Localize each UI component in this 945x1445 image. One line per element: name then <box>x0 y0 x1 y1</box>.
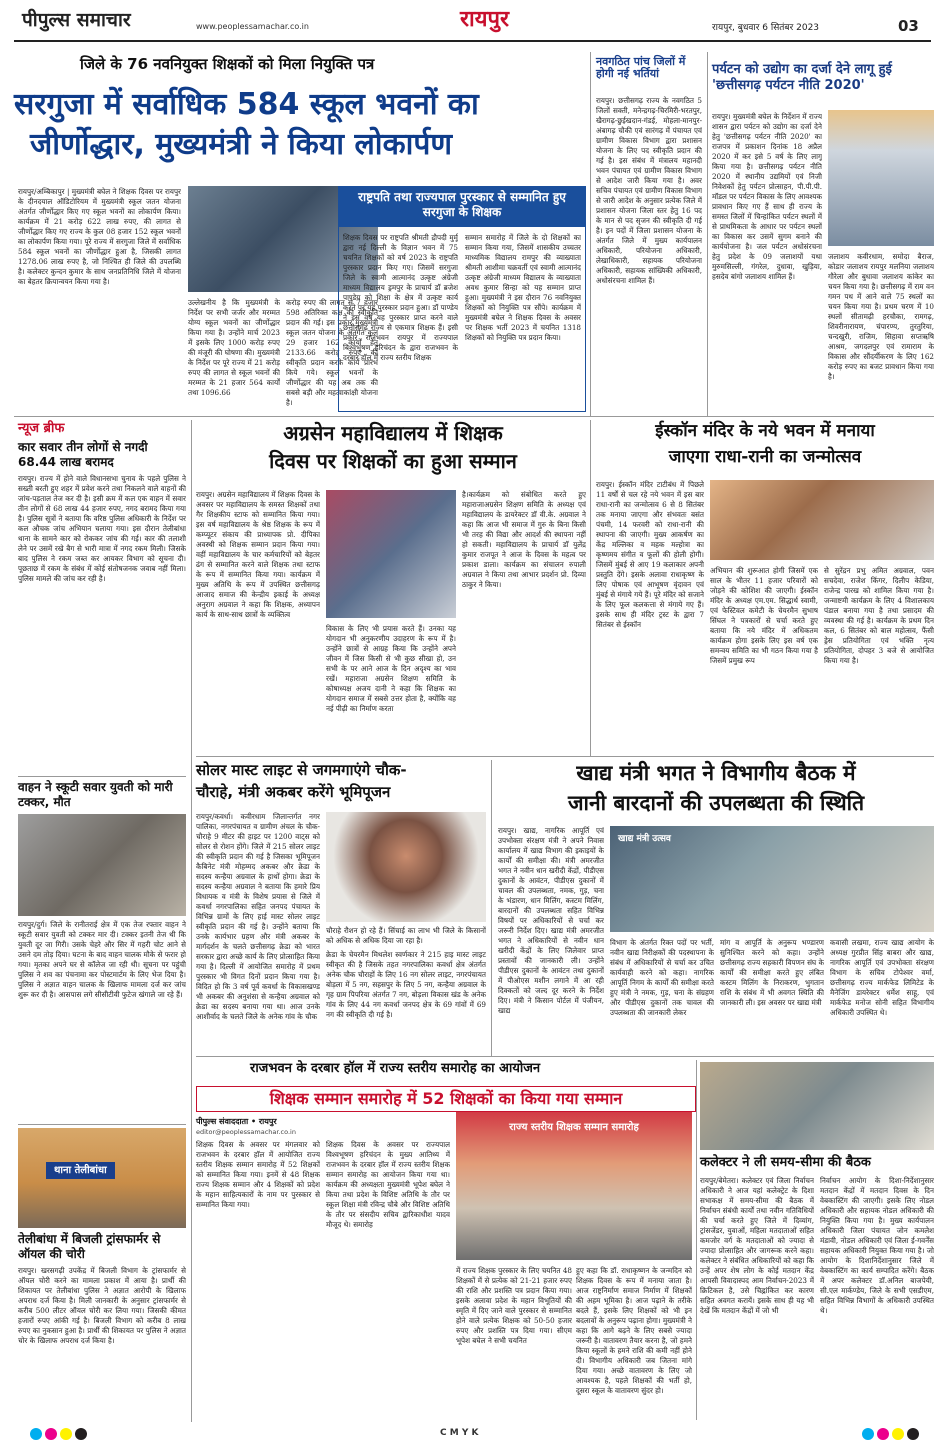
collector-headline: कलेक्टर ने ली समय-सीमा की बैठक <box>700 1155 871 1170</box>
cmyk-label: C M Y K <box>440 1428 479 1438</box>
brief-photo-police-station <box>18 1128 186 1228</box>
lead-col1: रायपुर/अम्बिकापुर | मुख्यमंत्री बघेल ने शिक्षक दिवस पर रायपुर के दीनदयाल ऑडिटोरियम में मुख्यमंत्री स्कूल जतन योजना अंतर्गत जीर्णोद्धार किए गए स्कूल भवनों का लोकार्पण किया। कार्यक्रम में 21 करोड़ 622 लाख रुपए, की लागत से जीर्णोद्धार किए गए राज्य के कुल 08 हजार 152 स्कूल भवनों का लोकार्पण किया गया। पूरे राज्य में सरगुजा जिले में सर्वाधिक 584 स्कूल भवनों का जीर्णोद्धार हुआ है, जिसकी लागत 1278.06 लाख रुपए है, जो निश्चित ही जिले की उपलब्धि है। कलेक्टर कुन्दन कुमार के साथ जनप्रतिनिधि जिले में योजना का बेहतर क्रियान्वयन किया गया है। <box>18 187 181 286</box>
rajbhavan-divider <box>696 1060 697 1420</box>
food-col3: मांग व आपूर्ति के अनुरूप भण्डारण सुनिश्चित करने को कहा। उन्होंने छत्तीसगढ़ राज्य सहकारी विपणन संघ के कार्यों की समीक्षा करते हुए लंबित कस्टम मिलिंग के निराकरण, भुगतान राशि के संबंध में भी अवगत स्थिति की जानकारी ली। इस अवसर पर खाद्य मंत्री <box>720 938 824 1007</box>
solar-divider <box>491 760 492 1056</box>
district-headline: नवगठित पांच जिलों में होगी नई भर्तियां <box>596 55 686 81</box>
tourism-photo-statue <box>828 110 934 246</box>
award-box-col2: सम्मान समारोह में जिले के दो शिक्षकों का सम्मान किया गया, जिसमें शासकीय उच्चतर माध्यमिक विद्यालय रामपुर की व्याख्याता श्रीमती आशीमा चक्रवर्ती एवं स्वामी आत्मानंद उत्कृष्ट अंग्रेजी माध्यम विद्यालय के व्याख्याता अवध कुमार सिन्हा को यह सम्मान प्राप्त हुआ। मुख्यमंत्री ने इस दौरान 76 नवनियुक्त शिक्षकों को नियुक्ति पत्र सौंपे। कार्यक्रम में मुख्यमंत्री बघेल ने शिक्षक दिवस के अवसर पर शिक्षक भर्ती 2023 में चयनित 1318 शिक्षकों को नियुक्ति पत्र प्रदान किया। <box>465 233 581 342</box>
lead-headline-1: सरगुजा में सर्वाधिक 584 स्कूल भवनों का <box>14 87 479 122</box>
brief-item2-body: रायपुर/दुर्ग। जिले के रानीतराई क्षेत्र में एक तेज रफ्तार वाहन ने स्कूटी सवार युवती को टक्कर मार दी। टक्कर इतनी तेज थी कि युवती दूर जा गिरी। उसके चेहरे और सिर में गहरी चोट आने से उसने दम तोड़ दिया। घटना के बाद वाहन चालक मौके से फरार हो गया। मृतका अपने घर से कॉलेज जा रही थी। सूचना पर पहुंची पुलिस ने शव का पंचनामा कर पोस्टमार्टम के लिए भेज दिया है। पुलिस ने अज्ञात वाहन चालक के खिलाफ मामला दर्ज कर जांच शुरू कर दी है। आसपास लगे सीसीटीवी फुटेज खंगाले जा रहे हैं। <box>18 920 186 999</box>
agrasen-col2: विकास के लिए भी प्रयास करते हैं। उनका यह योगदान भी अनुकरणीय उदाहरण के रूप में है। उन्होंने छात्रों से आग्रह किया कि उन्होंने अपने जीवन में जिस किसी से भी कुछ सीखा हो, उन सभी के पर आने आज के दिन अदृश्य का भाव रखें। महाराजा अग्रसेन शिक्षण समिति के कोषाध्यक्ष अजय दानी ने कहा कि शिक्षक का योगदान समाज में सबसे उत्तर होता है, क्योंकि वह नई पीढ़ी का निर्माण करता <box>326 624 456 713</box>
brief-photo-accident <box>18 814 186 916</box>
solar-photo-caption: चौराहे रौशन हो रहे हैं। सिंचाई का लाभ भी जिले के किसानों को अधिक से अधिक दिया जा रहा है। <box>326 926 486 945</box>
brief-item1-body: रायपुर। राज्य में होने वाले विधानसभा चुनाव के पहले पुलिस ने सख्ती बरती हुए शहर में प्रवेश करने तथा निकलने वाले वाहनों की जांच-पड़ताल तेज कर दी है। इसी क्रम में कल एक वाहन में सवार तीन लोगों से 68 लाख 44 हजार रुपए, नगद बरामद किया गया है। पुलिस सूत्रों ने बताया कि वरिष्ठ पुलिस अधिकारी के निर्देश पर कल औचक जांच अभियान चलाया गया। इस दौरान तेलीबांधा थाना के सामने कार को रोककर जांच की गई। कार की तलाशी लेने पर उसमें रखे बैग से भारी मात्रा में नगद रकम मिली। जिसके बाद पुलिस ने रकम जब्त कर आयकर विभाग को सूचना दी। पूछताछ में रकम के संबंध में कोई संतोषजनक जवाब नहीं मिला। पुलिस मामले की जांच कर रही है। <box>18 474 186 583</box>
brief-divider <box>191 420 192 1422</box>
dateline: रायपुर, बुधवार 6 सितंबर 2023 <box>712 23 820 33</box>
solar-col2: क्रेडा के चेयरमैन मिथलेश स्वर्णकार ने 215 हाइ मास्ट लाइट स्वीकृत की है जिसके तहत नगरपालिका कवर्धा क्षेत्र अंतर्गत अनेक चौक चौराहों के लिए 16 नग सोलर लाइट, नगरपंचायत बोड़ला में 5 नग, सहसपुर के लिए 5 नग, कन्हैया अग्रवाल के गृह ग्राम पिपरिया अंतर्गत 7 नग, बोड़ला विकास खंड के अनेक गांव के लिए 44 नग कवर्धा जनपद क्षेत्र के 69 गांवों में 69 नग की स्वीकृति दी गई है। <box>326 950 486 1019</box>
rajbhavan-col1: शिक्षक दिवस के अवसर पर मंगलवार को राजभवन के दरबार हॉल में आयोजित राज्य स्तरीय शिक्षक सम्मान समारोह में 52 शिक्षकों को सम्मानित किया गया। इनमें से 48 शिक्षक राज्य शिक्षक सम्मान और 4 शिक्षकों को प्रदेश के महान साहित्यकारों के नाम पर पुरस्कार से सम्मानित किया गया। <box>196 1140 320 1209</box>
collector-col1: रायपुर/बेमेतरा। कलेक्टर एवं जिला निर्वाचन अधिकारी ने आज यहां कलेक्ट्रेट के दिशा सभाकक्ष में समय-सीमा की बैठक में निर्वाचन संबंधी कार्यों तथा नवीन गतिविधियों की चर्चा करते हुए जिले में दिव्यांग, ट्रांसजेंडर, युवाओं, महिला मतदाताओं सहित कमजोर वर्ग के मतदाताओं को ज्यादा से ज्यादा प्रोत्साहित और जागरूक करने कहा। कलेक्टर ने संबंधित अधिकारियों को कहा कि उन्हें अपर शेष लोग के कोई मतदान केंद्र आपसी विवादास्पद आम निर्वाचन-2023 में क्रिटिकल है, उसे चिह्नांकित कर कारण सहित अवगत करायें। इसके साथ ही यह भी देखें कि मतदान केंद्रों में जो भी <box>700 1176 814 1315</box>
food-col2: विभाग के अंतर्गत रिक्त पदों पर भर्ती, नवीन खाद्य निरीक्षकों की पदस्थापना के संबंध में अधिकारियों से चर्चा कर उचित कार्यवाही करने को कहा। नागरिक आपूर्ति निगम के कार्यों की समीक्षा करते हुए मंत्री ने नमक, गुड़, चना के संग्रहण और पीडीएस दुकानों तक चावल की उपलब्धता की जानकारी लेकर <box>610 938 714 1017</box>
lead-divider <box>590 52 591 416</box>
agrasen-col1: रायपुर। अग्रसेन महाविद्यालय में शिक्षक दिवस के अवसर पर महाविद्यालय के समस्त शिक्षकों तथा गैर शिक्षकीय स्टाफ को सम्मानित किया गया। इस वर्ष महाविद्यालय के श्रेष्ठ शिक्षक के रूप में कम्प्यूटर संकाय की प्राध्यापक प्रो. दीपिका अवस्थी को शिक्षक सम्मान प्रदान किया गया। वहीं महाविद्यालय के चार कर्मचारियों को बेहतर ढंग से सम्मानित करने वाले शिक्षक तथा स्टाफ के रूप में सम्मानित किया गया। कार्यक्रम में मुख्य अतिथि के रूप में उपस्थित छत्तीसगढ़ आजाद समाज की केन्द्रीय इकाई के अध्यक्ष अनुराग अग्रवाल ने कहा कि शिक्षक, अध्यापन कार्य के साथ-साथ छात्रों के व्यक्तित्व <box>196 490 320 619</box>
brief-item3-title: तेलीबांधा में बिजली ट्रांसफार्मर से ऑयल की चोरी <box>18 1232 161 1261</box>
solar-headline-1: सोलर मास्ट लाइट से जगमगाएंगे चौक- <box>196 761 407 779</box>
solar-photo-minister <box>326 812 486 922</box>
lead-kicker: जिले के 76 नवनियुक्त शिक्षकों को मिला नियुक्ति पत्र <box>80 55 375 73</box>
masthead <box>0 0 945 44</box>
rajbhavan-headline: शिक्षक सम्मान समारोह में 52 शिक्षकों का किया गया सम्मान <box>196 1086 696 1112</box>
food-banner-text: खाद्य मंत्री उत्सव <box>618 834 671 844</box>
brief-rule-2 <box>18 1124 186 1125</box>
district-divider <box>707 52 708 416</box>
agrasen-divider <box>590 420 591 756</box>
lead-col2: उल्लेखनीय है कि मुख्यमंत्री के निर्देश पर सभी जर्जर और मरम्मत योग्य स्कूल भवनों का जीर्णोद्धार किया गया है। उन्होंने मार्च 2023 में इसके लिए 1000 करोड़ रुपए की मंजूरी की घोषणा की। मुख्यमंत्री के निर्देश पर पूरे राज्य में 21 करोड़ रुपए की लागत से स्कूल भवनों की मरम्मत के 21 हजार 564 कार्यों तथा 1096.66 <box>188 298 280 397</box>
solar-col1: रायपुर/कवर्धा। कवीरधाम जिलान्तर्गत नगर पालिका, नगरपंचायत व ग्रामीण अंचल के चौक-चौराहे 9 मीटर की हाइट पर 1200 वाट्स को सोलर से रोशन होंगे। जिले में 215 सोलर लाइट की स्वीकृति प्रदान की गई है जिसका भूमिपूजन कैबिनेट मंत्री मोहम्मद अकबर और क्रेडा के सदस्य कन्हैया अग्रवाल के हाथों होगा। क्रेडा के सदस्य कन्हैया अग्रवाल ने बताया कि हमारे प्रिय विधायक व मंत्री के विशेष प्रयास से जिले में कवर्धा नगरपालिका सहित जनपद पंचायत के विभिन्न ग्रामों के लिए हाई मास्ट सोलर लाइट स्वीकृति प्रदान की गई है। उन्होंने बताया कि उनके कार्यभार ग्रहण और मंत्री अकबर के मार्गदर्शन के चलते छत्तीसगढ़ क्रेडा को भारत सरकार द्वारा अच्छे कार्य के लिए प्रोत्साहित किया गया है। दिल्ली में आयोजित समारोह में प्रथम पुरस्कार भी विगत दिनों प्रदान किया गया है। विदित हो कि 3 वर्ष पूर्व कवर्धा के विकासखण्ड भी अकबर की अनुशंसा से कन्हैया अग्रवाल को क्रेडा का सदस्य बनाया गया था। आज उनके आशीर्वाद के चलते जिले के अनेक गांव के चौक <box>196 812 320 1021</box>
cmyk-color-bar-left <box>30 1428 87 1440</box>
rajbhavan-byline: पीपुल्स संवाददाता • रायपुर <box>196 1117 277 1126</box>
cmyk-color-bar-right <box>862 1428 919 1440</box>
agrasen-col3: है।कार्यक्रम को संबोधित करते हुए महाराजाअग्रसेन शिक्षण समिति के अध्यक्ष एवं महाविद्यालय के डायरेक्टर डॉ वी.के. अग्रवाल ने कहा कि आज भी समाज में गुरु के बिना किसी भी तरह की विद्या और आदर्श की स्थापना नहीं हो सकती। महाविद्यालय के प्राचार्य डॉ युलेंद्र कुमार राजपूत ने आज के दिवस के महत्व पर प्रकाश डाला। कार्यक्रम का संचालन रुपाली अग्रवाल ने किया तथा आभार प्रदर्शन प्रो. दिव्या ठाकुर ने किया। <box>462 490 586 589</box>
award-box-col1: शिक्षक दिवस पर राष्ट्रपति श्रीमती द्रौपदी मुर्मू द्वारा नई दिल्ली के विज्ञान भवन में 75 चयनित शिक्षकों को वर्ष 2023 के राष्ट्रपति पुरस्कार प्रदान किए गए। जिसमें सरगुजा जिले के स्वामी आत्मानंद उत्कृष्ट अंग्रेजी माध्यम विद्यालय ड्रमपुर के प्राचार्य डॉ ब्रजेश पाण्डेय को शिक्षा के क्षेत्र में उत्कृष्ट कार्य करने पर यह पुरस्कार प्रदान हुआ। डॉ पाण्डेय ने इस वर्ष यह पुरस्कार प्राप्त करने वाले छत्तीसगढ़ राज्य से एकमात्र शिक्षक हैं। इसी प्रकार राजभवन रायपुर में राज्यपाल बिश्वभूषण हरिचंदन के द्वारा राजभवन के दरबार हॉल में राज्य स्तरीय शिक्षक <box>343 233 458 362</box>
iskcon-col2: अभियान की शुरूआत होगी जिसमें एक साल के भीतर 11 हजार परिवारों को जोड़ने की कोशिश की जाएगी। ईस्कॉन मंदिर के अध्यक्ष एम.एम. सिद्धार्थ स्वामी, एवं फेस्टिवल कमेटी के चेयरमैन सुभाष सिंघल ने पत्रकारों से चर्चा करते हुए बताया कि नये मंदिर में अधिकतम कार्यक्रम होगा इसके लिए इस वर्ष एक समन्वय समिति का भी गठन किया गया है जिसमें प्रमुख रूप <box>710 566 818 665</box>
food-col1: रायपुर। खाद्य, नागरिक आपूर्ति एवं उपभोक्ता संरक्षण मंत्री ने अपने निवास कार्यालय में खाद्य विभाग की इकाइयों के कार्यों की समीक्षा की। मंत्री अमरजीत भगत ने नवीन धान खरीदी केंद्रों, पीडीएस दुकानों के आवंटन, पीडीएस दुकानों में चावल की उपलब्धता, नमक, गुड़, चना के भंडारण, धान मिलिंग, कस्टम मिलिंग, बारदानों की उपलब्धता सहित विभिन्न विषयों पर अधिकारियों से चर्चा कर जरूरी निर्देश दिए। खाद्य मंत्री अमरजीत भगत ने अधिकारियों से नवीन धान खरीदी केंद्रों के लिए जिलेवार प्राप्त प्रस्तावों की जानकारी ली। उन्होंने पीडीएस दुकानों के आवंटन तथा दुकानों में पीओएस मशीन लगाने में आ रही दिक्कतों को जल्द दूर करने के निर्देश दिए। मंत्री ने किसान पोर्टल में पंजीयन, खाद्य <box>498 826 604 1015</box>
rajbhavan-kicker: राजभवन के दरबार हॉल में राज्य स्तरीय समारोह का आयोजन <box>250 1061 541 1076</box>
collector-col2: निर्वाचन आयोग के दिशा-निर्देशानुसार मतदान केंद्रों में मतदान दिवस के दिन वेबकास्टिंग की जाएगी। इसके लिए नोडल अधिकारी और सहायक नोडल अधिकारी की नियुक्ति किया गया है। मुख्य कार्यपालन अधिकारी जिला पंचायत जोन कमलेश मंडावी, नोडल अधिकारी एवं जिला ई-गवर्नेंस सहायक अधिकारी नियुक्त किया गया है। जो आयोग के दिशानिर्देशानुसार जिले में वेबकास्टिंग का कार्य सम्पादित करेंगे। बैठक में अपर कलेक्टर डॉ.अनिल बाजपेयी, सी.एल मार्कण्डेय, जिले के सभी एसडीएम, सहित विभिन्न विभागों के अधिकारी उपस्थित थे। <box>820 1176 934 1315</box>
brief-item3-body: रायपुर। खरसगढ़ी उपकेंद्र में बिजली विभाग के ट्रांसफार्मर से ऑयल चोरी करने का मामला प्रकाश में आया है। प्रार्थी की शिकायत पर तेलीबांधा पुलिस ने अज्ञात आरोपी के खिलाफ अपराध दर्ज किया है। मिली जानकारी के अनुसार ट्रांसफार्मर से करीब 500 लीटर ऑयल चोरी कर लिया गया। जिसकी कीमत हजारों रुपए आंकी गई है। बिजली विभाग को करीब 8 लाख रुपए का नुकसान हुआ है। प्रार्थी की शिकायत पर पुलिस ने अज्ञात चोर के खिलाफ अपराध दर्ज किया है। <box>18 1266 186 1345</box>
food-headline-2: जानी बारदानों की उपलब्धता की स्थिति <box>567 791 865 815</box>
lead-col3: करोड़ रुपए की लागत से 7 हजार 598 अतिरिक्त कक्ष की स्वीकृति प्रदान की गई। इस प्रकार मुख्यमंत्री स्कूल जतन योजना के अंतर्गत कुल 29 हजार 162 कार्यों हेतु 2133.66 करोड़ रुपए की स्वीकृति प्रदान करके कार्य प्रारंभ किये गये। स्कूल भवनों के जीर्णोद्धार की यह अब तक की सबसे बड़ी और महत्वाकांक्षी योजना है। <box>286 298 378 407</box>
collector-photo <box>700 1062 934 1150</box>
page-number-badge: 03 <box>898 17 919 35</box>
tourism-body1: रायपुर। मुख्यमंत्री बघेल के निर्देशन में राज्य शासन द्वारा पर्यटन को उद्योग का दर्जा देने हेतु 'छत्तीसगढ़ पर्यटन नीति 2020' का राजपत्र में प्रकाशन दिनांक 18 अप्रैल 2020 में कर इसे 5 वर्ष के लिए लागू किया गया है। छत्तीसगढ़ पर्यटन नीति 2020 में स्थानीय उद्यमियों एवं निजी निवेशकों हेतु पर्यटन प्रोत्साहन, पी.पी.पी. मॉडल पर पर्यटन विकास के लिए आवश्यक प्रावधान किए गए हैं साथ ही राज्य के समस्त जिलों में चिन्हांकित पर्यटन स्थलों में से प्राथमिकता के आधार पर पर्यटन स्थलों का विकास कर उसमें सुगम बनाने की कार्ययोजना है। जल पर्यटन अधोसंरचना हेतु प्रदेश के 09 जलाशयों यथा मुरुमसिल्ली, गंगरेल, दुधावा, खुड़िया, हसदेव बांगो जलाशय शामिल हैं। <box>712 112 822 281</box>
district-body: रायपुर। छत्तीसगढ़ राज्य के नवगठित 5 जिलों सक्ती, मनेन्द्रगढ़-चिरमिरी-भरतपुर, खैरागढ़-छुईखदान-गंडई, मोहला-मानपुर-अंबागढ़ चौकी एवं सारंगढ़ में पंचायत एवं ग्रामीण विकास विभाग द्वारा प्रशासन योजना के लिए पद स्वीकृति प्रदान की गई है। इस संबंध में मंत्रालय महानदी भवन पंचायत एवं ग्रामीण विकास विभाग से आदेश जारी किया गया है। अवर सचिव पंचायत एवं ग्रामीण विकास विभाग से जारी आदेश के अनुसार प्रत्येक जिले में प्रशासन योजना जिला स्तर हेतु 16 पद के मान से पद सृजन की स्वीकृति दी गई है। इन पदों में जिला प्रशासन योजना के अंतर्गत जिले में मुख्य कार्यपालन अधिकारी, परियोजना अधिकारी, लेखाधिकारी, सहायक परियोजना अधिकारी, सहायक सांख्यिकी अधिकारी, अधोसंरचना शामिल हैं। <box>596 96 702 285</box>
row2-rule <box>196 756 934 757</box>
tourism-body2: जलाशय कवीरधाम, समोदा बैराज, कोडार जलाशय रायपुर मलनिया जलाशय गौरेला और बुधावा जलाशय कांकेर का चयन किया गया है। छत्तीसगढ़ में राम वन गमन पथ में आने वाले 75 स्थलों का चयन किया गया है। प्रथम चरण में 10 स्थलों सीतामढ़ी हरचौका, रामगढ़, शिवरीनारायण, चंपारण्य, तुरतुरिया, चन्दखुरी, राजिम, सिहावा सप्तऋषि आश्रम, जगदलपुर एवं रामाराम के विकास और सौंदर्यीकरण के लिए 162 करोड़ रुपए का बजट प्रावधान किया गया है। <box>828 252 934 381</box>
masthead-rule <box>14 40 931 42</box>
rajbhavan-email[interactable]: editor@peoplessamachar.co.in <box>196 1128 296 1136</box>
paper-name: पीपुल्स समाचार <box>22 9 131 31</box>
police-station-sign: थाना तेलीबांधा <box>46 1162 115 1179</box>
city-name: रायपुर <box>460 7 509 32</box>
solar-headline-2: चौराहे, मंत्री अकबर करेंगे भूमिपूजन <box>196 783 391 801</box>
iskcon-photo <box>710 480 934 560</box>
food-headline-1: खाद्य मंत्री भगत ने विभागीय बैठक में <box>576 761 856 785</box>
rajbhavan-col2: शिक्षक दिवस के अवसर पर राज्यपाल विश्वभूषण हरिचंदन के मुख्य आतिथ्य में राजभवन के दरबार हॉल में राज्य स्तरीय शिक्षक सम्मान समारोह का आयोजन किया गया था। कार्यक्रम की अध्यक्षता मुख्यमंत्री भूपेश बघेल ने किया तथा प्रदेश के विशिष्ट अतिथि के तौर पर स्कूल शिक्षा मंत्री रविन्द्र चौबे और विशिष्ट अतिथि के तौर पर संसदीय सचिव द्वारिकाधीश यादव मौजूद थे। समारोह <box>326 1140 450 1229</box>
rajbhavan-col4: हुए कहा कि डॉ. राधाकृष्णन के जन्मदिन को शिक्षक दिवस के रूप में मनाया जाता है। आज राष्ट्रनिर्माण समाज निर्माण में शिक्षकों की अहम भूमिका है। आज पढ़ाने के तरीके बदले हैं, इसके लिए शिक्षकों को भी इन बदलावों के अनुरूप पढ़ाना होगा। मुख्यमंत्री ने कहा कि आगे बढ़ने के लिए सबसे ज्यादा जरूरी है। वातावरण तैयार करना है, जो हमने किया स्कूलों के हमने राशि की कमी नहीं होने दी। विभागीय अधिकारी जब जितना मांगे दिया गया। अच्छे वातावरण के लिए जो आवश्यक है, पहले शिक्षकों की भर्ती हो, दूसरा स्कूल के वातावरण सुंदर हो। <box>576 1266 692 1395</box>
food-col4: कवासी लखमा, राज्य खाद्य आयोग के अध्यक्ष गुरप्रीत सिंह बाबरा और खाद्य, नागरिक आपूर्ति एवं उपभोक्ता संरक्षण विभाग के सचिव टोपेश्वर वर्मा, छत्तीसगढ़ राज्य मार्कफेड लिमिटेड के मैनेजिंग डायरेक्टर धर्मेश साहू, एवं मार्कफेड मनोज सोनी सहित विभागीय अधिकारी उपस्थित थे। <box>830 938 934 1017</box>
agrasen-headline-2: दिवस पर शिक्षकों का हुआ सम्मान <box>269 449 517 473</box>
award-box <box>338 186 586 412</box>
row3-rule <box>196 1056 934 1057</box>
news-brief-label: न्यूज ब्रीफ <box>18 421 65 436</box>
food-photo-meeting <box>610 826 934 932</box>
tourism-headline: पर्यटन को उद्योग का दर्जा देने लागू हुई 'छत्तीसगढ़ पर्यटन नीति 2020' <box>712 62 892 93</box>
award-box-title: राष्ट्रपति तथा राज्यपाल पुरस्कार से सम्मानित हुए सरगुजा के शिक्षक <box>339 187 585 227</box>
iskcon-headline-1: ईस्कॉन मंदिर के नये भवन में मनाया <box>655 421 875 441</box>
brief-rule-1 <box>18 776 186 777</box>
row1-rule <box>14 416 934 417</box>
agrasen-headline-1: अग्रसेन महाविद्यालय में शिक्षक <box>283 421 503 445</box>
brief-item2-title: वाहन ने स्कूटी सवार युवती को मारी टक्कर, मौत <box>18 780 173 809</box>
rajbhavan-banner: राज्य स्तरीय शिक्षक सम्मान समारोह <box>509 1122 639 1133</box>
lead-headline-2: जीर्णोद्धार, मुख्यमंत्री ने किया लोकार्पण <box>30 127 453 162</box>
rajbhavan-col3: में राज्य शिक्षक पुरस्कार के लिए चयनित 48 शिक्षकों में से प्रत्येक को 21-21 हजार रुपए की राशि और प्रशस्ति पत्र प्रदान किया गया। इसके अलावा प्रदेश के महान विभूतियों की स्मृति में दिए जाने वाले पुरस्कार से सम्मानित होने वाले प्रत्येक शिक्षक को 50-50 हजार रुपए और प्रशस्ति पत्र दिया गया। सीएम भूपेश बघेल ने सभी चयनित <box>456 1266 572 1345</box>
brief-item1-title: कार सवार तीन लोगों से नगदी 68.44 लाख बरामद <box>18 440 148 469</box>
iskcon-headline-2: जाएगा राधा-रानी का जन्मोत्सव <box>668 447 862 467</box>
iskcon-col1: रायपुर। ईस्कॉन मंदिर टाटीबंध में पिछले 11 वर्षों से चल रहे नये भवन में इस बार राधा-रानी का जन्मोत्सव 6 से 8 सितंबर तक मनाया जाएगा और संभवतः बसंत पंचमी, 14 फरवरी को राधा-रानी की स्थापना की जाएगी। मुख्य आकर्षण का केंद्र मल्लिका व महक मल्होत्रा का कृष्णमय संगीत व फूलों की होली होगी। जिसमें मुंबई से आए 19 कलाकार अपनी प्रस्तुति देंगे। इसके अलावा राधाकृष्ण के लिए पोषाक एवं आभूषण वृंदावन एवं मुंबई से मंगाये गये हैं। पूरे मंदिर को सजाने के लिए फूल कलकत्ता से मंगाये गए हैं। इसके साथ ही मंदिर ट्रस्ट के द्वारा 7 सितंबर से ईस्कॉन <box>596 480 704 629</box>
rajbhavan-photo-group <box>456 1112 692 1260</box>
website-link[interactable]: www.peoplessamachar.co.in <box>196 22 309 31</box>
iskcon-col3: से सुरेंद्रन प्रभु अमित अग्रवाल, पवन सचदेवा, राजेश किंगर, दिलीप केडिया, राजेन्द्र पारख को शामिल किया गया है। जन्माष्टमी कार्यक्रम के लिए 4 विशालकाय पंडाल बनाया गया है तथा प्रसादम की व्यवस्था की गई है। कार्यक्रम के प्रथम दिन कल, 6 सितंबर को बाल महोत्सव, फैंसी ड्रेस प्रतियोगिता एवं भक्ति नृत्य प्रतियोगिता, दोपहर 3 बजे से आयोजित किया गया है। <box>824 566 934 665</box>
agrasen-photo <box>326 490 456 618</box>
